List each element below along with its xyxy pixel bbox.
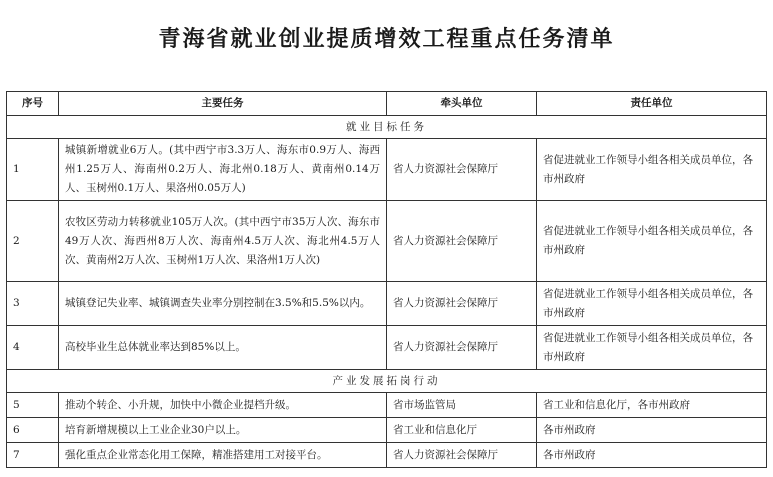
row-task: 高校毕业生总体就业率达到85%以上。 [59, 326, 387, 370]
row-resp: 省促进就业工作领导小组各相关成员单位，各市州政府 [537, 326, 767, 370]
row-seq: 4 [7, 326, 59, 370]
row-lead: 省人力资源社会保障厅 [387, 326, 537, 370]
row-lead: 省人力资源社会保障厅 [387, 201, 537, 282]
row-task: 推动个转企、小升规，加快中小微企业提档升级。 [59, 393, 387, 418]
table-header-row [7, 92, 767, 116]
row-resp: 各市州政府 [537, 418, 767, 443]
row-task: 培育新增规模以上工业企业30户以上。 [59, 418, 387, 443]
task-table [6, 91, 767, 468]
table-row [7, 282, 767, 326]
row-seq: 6 [7, 418, 59, 443]
row-seq: 2 [7, 201, 59, 282]
row-task: 城镇新增就业6万人。(其中西宁市3.3万人、海东市0.9万人、海西州1.25万人、海南州0.2万人、海北州0.18万人、黄南州0.14万人、玉树州0.1万人、果洛州0.05万人) [59, 139, 387, 201]
row-lead: 省人力资源社会保障厅 [387, 282, 537, 326]
table-row [7, 443, 767, 468]
row-resp: 省促进就业工作领导小组各相关成员单位，各市州政府 [537, 201, 767, 282]
section-heading: 产业发展拓岗行动 [7, 370, 767, 393]
row-seq: 5 [7, 393, 59, 418]
row-seq: 3 [7, 282, 59, 326]
row-task: 城镇登记失业率、城镇调查失业率分别控制在3.5%和5.5%以内。 [59, 282, 387, 326]
row-seq: 1 [7, 139, 59, 201]
row-resp: 省促进就业工作领导小组各相关成员单位，各市州政府 [537, 139, 767, 201]
section-heading: 就业目标任务 [7, 116, 767, 139]
header-task: 主要任务 [59, 92, 387, 116]
row-lead: 省人力资源社会保障厅 [387, 139, 537, 201]
row-lead: 省市场监管局 [387, 393, 537, 418]
row-lead: 省工业和信息化厅 [387, 418, 537, 443]
header-resp: 责任单位 [537, 92, 767, 116]
table-row [7, 201, 767, 282]
header-seq: 序号 [7, 92, 59, 116]
section-row [7, 116, 767, 139]
table-row [7, 139, 767, 201]
row-resp: 省促进就业工作领导小组各相关成员单位，各市州政府 [537, 282, 767, 326]
row-lead: 省人力资源社会保障厅 [387, 443, 537, 468]
section-row [7, 370, 767, 393]
row-resp: 各市州政府 [537, 443, 767, 468]
page-title: 青海省就业创业提质增效工程重点任务清单 [158, 27, 615, 52]
row-task: 农牧区劳动力转移就业105万人次。(其中西宁市35万人次、海东市49万人次、海西州8万人次、海南州4.5万人次、海北州4.5万人次、黄南州2万人次、玉树州1万人次、果洛州1万人次) [59, 201, 387, 282]
row-seq: 7 [7, 443, 59, 468]
table-row [7, 393, 767, 418]
header-lead: 牵头单位 [387, 92, 537, 116]
row-resp: 省工业和信息化厅，各市州政府 [537, 393, 767, 418]
row-task: 强化重点企业常态化用工保障，精准搭建用工对接平台。 [59, 443, 387, 468]
table-row [7, 418, 767, 443]
table-row [7, 326, 767, 370]
